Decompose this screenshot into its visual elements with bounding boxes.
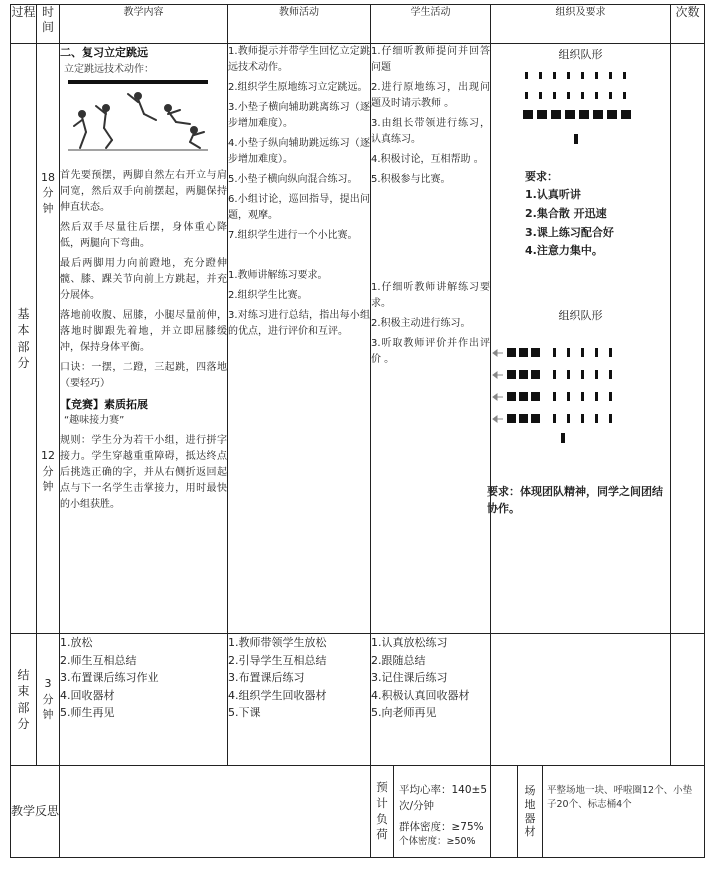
ending-teacher-item: 1.教师带领学生放松 bbox=[228, 636, 327, 649]
student-step: 2.积极主动进行练习。 bbox=[371, 318, 471, 329]
content-paragraph: 落地前收腹、屈膝，小腿尽量前伸，落地时脚跟先着地，并立即屈膝缓冲，保持身体平衡。 bbox=[60, 309, 227, 353]
ending-content-item: 4.回收器材 bbox=[60, 688, 115, 702]
teacher-step: 5.小垫子横向纵向混合练习。 bbox=[228, 174, 358, 185]
teacher-step: 2.组织学生原地练习立定跳远。 bbox=[228, 82, 368, 93]
bottom-row bbox=[11, 766, 705, 858]
game-title: 【竞赛】素质拓展 bbox=[60, 397, 148, 411]
formation-diagram-2 bbox=[491, 345, 641, 445]
load-cell bbox=[371, 766, 491, 858]
header-teacher: 教师活动 bbox=[228, 5, 371, 44]
ending-content-item: 2.师生互相总结 bbox=[60, 653, 137, 667]
formation-title-1: 组织队形 bbox=[558, 48, 603, 61]
review-subtitle: 立定跳远技术动作： bbox=[64, 63, 154, 75]
ending-teacher bbox=[228, 634, 371, 766]
ending-student-item: 4.积极认真回收器材 bbox=[371, 688, 470, 702]
req-item: 2.集合散 开迅速 bbox=[525, 206, 607, 220]
ending-teacher-item: 2.引导学生互相总结 bbox=[228, 653, 327, 667]
game-name: “趣味接力赛” bbox=[64, 415, 125, 427]
jump-figure-image bbox=[68, 80, 208, 156]
req-label: 要求： bbox=[525, 169, 558, 183]
load-stats bbox=[399, 766, 490, 850]
venue-cell bbox=[491, 766, 705, 858]
basic-part-row bbox=[11, 44, 705, 634]
ending-content bbox=[60, 634, 228, 766]
header-org: 组织及要求 bbox=[491, 5, 671, 44]
time-18-min: 18 分 钟 bbox=[41, 171, 55, 215]
student-step: 5.积极参与比赛。 bbox=[371, 174, 451, 185]
content-paragraph: 然后双手尽量往后摆，身体重心降低，两腿向下弯曲。 bbox=[60, 221, 227, 249]
student-step: 3.由组长带领进行练习，认真练习。 bbox=[371, 118, 490, 145]
formation-diagram-1 bbox=[521, 70, 641, 156]
org-requirements bbox=[525, 168, 670, 261]
student-part1 bbox=[371, 44, 490, 188]
ending-student-item: 2.跟随总结 bbox=[371, 653, 426, 667]
teacher-step: 3.小垫子横向辅助跳离练习（逐步增加难度）。 bbox=[228, 102, 370, 129]
teacher-part1 bbox=[228, 44, 370, 244]
ending-section-label: 结 束 部 分 bbox=[11, 634, 37, 766]
basic-student bbox=[371, 44, 491, 634]
ending-student-item: 1.认真放松练习 bbox=[371, 636, 448, 649]
teacher-step: 1.教师提示并带学生回忆立定跳远技术动作。 bbox=[228, 46, 370, 73]
ending-content-item: 1.放松 bbox=[60, 636, 93, 649]
student-step: 4.积极讨论，互相帮助 。 bbox=[371, 154, 484, 165]
formation-title-2: 组织队形 bbox=[558, 309, 603, 323]
teacher-step: 4.小垫子纵向辅助跳远练习（逐步增加难度）。 bbox=[228, 138, 370, 165]
basic-org bbox=[487, 44, 671, 634]
ending-student-item: 3.记住课后练习 bbox=[371, 671, 448, 685]
content-paragraph: 最后两脚用力向前蹬地，充分蹬伸髋、膝、踝关节向前上方跳起，并充分展体。 bbox=[60, 257, 227, 301]
ending-teacher-item: 3.布置课后练习 bbox=[228, 671, 305, 685]
basic-time bbox=[37, 44, 60, 634]
org-requirement-2: 要求：体现团队精神，同学之间团结协作。 bbox=[487, 484, 663, 516]
group-density: 群体密度：≥75% bbox=[399, 820, 484, 833]
teacher-step: 2.组织学生比赛。 bbox=[228, 290, 308, 301]
header-student: 学生活动 bbox=[371, 5, 491, 44]
student-step: 2.进行原地练习，出现问题及时请示教师 。 bbox=[371, 82, 490, 109]
ending-part-row bbox=[11, 634, 705, 766]
student-step: 1.仔细听教师讲解练习要求。 bbox=[371, 282, 490, 309]
ending-student bbox=[371, 634, 491, 766]
reflection-content bbox=[60, 766, 371, 858]
ending-content-item: 3.布置课后练习作业 bbox=[60, 671, 159, 685]
venue-equipment: 平整场地一块、呼啦圈12个、小垫子20个、标志桶4个 bbox=[547, 785, 693, 811]
ending-teacher-item: 5.下课 bbox=[228, 706, 261, 720]
student-step: 1.仔细听教师提问并回答问题 bbox=[371, 46, 490, 73]
basic-section-label: 基 本 部 分 bbox=[11, 44, 37, 634]
game-rules: 规则：学生分为若干小组，进行拼字接力。学生穿越重重障碍，抵达终点后挑选正确的字，并从右侧折返回起点与下一名学生击掌接力，用时最快的小组获胜。 bbox=[60, 435, 227, 511]
ending-content-item: 5.师生再见 bbox=[60, 706, 115, 720]
ending-student-item: 5.向老师再见 bbox=[371, 706, 437, 720]
heart-rate: 平均心率：140±5次/分钟 bbox=[399, 784, 488, 813]
header-count: 次数 bbox=[671, 5, 705, 44]
header-time: 时间 bbox=[37, 5, 60, 44]
review-title: 二、复习立定跳远 bbox=[60, 46, 148, 59]
teacher-step: 1.教师讲解练习要求。 bbox=[228, 270, 328, 281]
ending-count bbox=[671, 634, 705, 766]
venue-label: 场 地 器 材 bbox=[517, 766, 543, 857]
basic-teacher bbox=[228, 44, 371, 634]
load-label: 预 计 负 荷 bbox=[371, 766, 394, 857]
student-part2 bbox=[371, 280, 490, 368]
teacher-step: 7.组织学生进行一个小比赛。 bbox=[228, 230, 358, 241]
req-item: 1.认真听讲 bbox=[525, 188, 581, 202]
teacher-part2 bbox=[228, 268, 370, 340]
content-paragraph: 口诀：一摆，二蹬，三起跳，四落地（要轻巧） bbox=[60, 361, 227, 389]
content-paragraph: 首先要预摆，两脚自然左右开立与肩同宽，然后双手向前摆起，两腿保持伸直状态。 bbox=[60, 169, 227, 213]
ending-time: 3 分 钟 bbox=[37, 634, 60, 766]
basic-content bbox=[60, 44, 228, 634]
student-step: 3.听取教师评价并作出评价 。 bbox=[371, 338, 490, 365]
header-row bbox=[11, 5, 705, 44]
req-item: 4.注意力集中。 bbox=[525, 244, 603, 258]
teacher-step: 3.对练习进行总结，指出每小组的优点，进行评价和互评。 bbox=[228, 310, 370, 337]
basic-count bbox=[671, 44, 705, 634]
reflection-label: 教学反思 bbox=[11, 766, 60, 858]
ending-teacher-item: 4.组织学生回收器材 bbox=[228, 688, 327, 702]
teacher-step: 6.小组讨论，巡回指导，提出问题，观摩。 bbox=[228, 194, 370, 221]
individual-density: 个体密度：≥50% bbox=[399, 835, 476, 847]
req-item: 3.课上练习配合好 bbox=[525, 225, 614, 239]
header-content: 教学内容 bbox=[60, 5, 228, 44]
lesson-plan-table bbox=[10, 4, 705, 858]
ending-org bbox=[491, 634, 671, 766]
header-process: 过程 bbox=[11, 5, 37, 44]
time-12-min: 12 分 钟 bbox=[41, 449, 55, 493]
